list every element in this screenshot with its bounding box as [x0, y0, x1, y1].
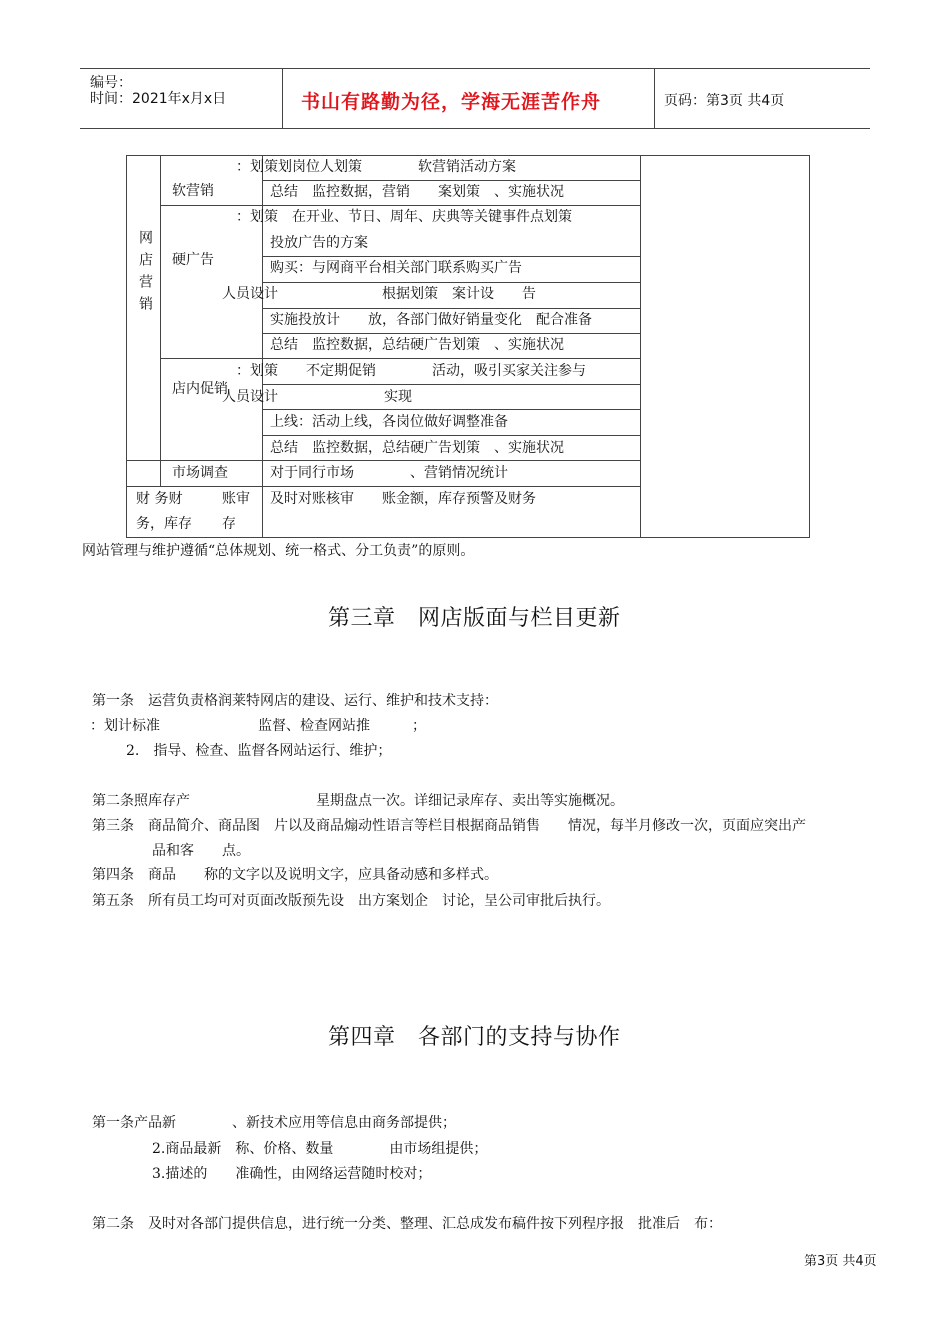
- finance-label-line-1: 财 务财: [136, 491, 183, 507]
- table-row-rule: [262, 256, 641, 257]
- soft-row-1: ：划策划岗位人划策 软营销活动方案: [236, 159, 516, 175]
- hard-row-1b: 投放广告的方案: [270, 235, 368, 251]
- promo-row-3: 上线：活动上线，各岗位做好调整准备: [270, 414, 508, 430]
- group-label-text: 网店营销: [137, 230, 153, 318]
- hard-row-4: 实施投放计 放，各部门做好销量变化 配合准备: [270, 312, 592, 328]
- chapter-3-article-4: 第四条 商品 称的文字以及说明文字，应具备动感和多样式。: [92, 867, 498, 883]
- table-row-rule: [262, 333, 641, 334]
- chapter-4-article-2: 第二条 及时对各部门提供信息，进行统一分类、整理、汇总成发布稿件按下列程序报 批准后 布：: [92, 1216, 722, 1232]
- chapter-3-article-3: 第三条 商品简介、商品图 片以及商品煽动性语言等栏目根据商品销售 情况，每半月修改一次，页面应突出产: [92, 818, 806, 834]
- chapter-3-article-3-continued: 品和客 点。: [152, 843, 250, 859]
- subcategory-in-store-promotion: 店内促销: [172, 381, 228, 397]
- table-row-rule: [262, 180, 641, 181]
- table-row-rule: [160, 358, 641, 359]
- chapter-3-title: 第三章 网店版面与栏目更新: [328, 606, 621, 631]
- finance-row-1: 及时对账核审 账金额，库存预警及财务: [270, 491, 536, 507]
- table-border-right: [809, 155, 810, 538]
- chapter-3-article-1-item-2: 2. 指导、检查、监督各网站运行、维护；: [126, 743, 392, 759]
- header-divider-left: [282, 68, 283, 129]
- subcategory-market-research: 市场调查: [172, 465, 228, 481]
- header-motto: 书山有路勤为径，学海无涯苦作舟: [301, 91, 602, 113]
- group-label-online-marketing: [133, 230, 153, 318]
- promo-row-2-label: 人员设计: [222, 389, 278, 405]
- chapter-4-article-1-item-2: 2.商品最新 称、价格、数量 由市场组提供；: [152, 1141, 488, 1157]
- document-time-label: 时间：2021年x月x日: [90, 91, 227, 107]
- hard-row-1: ：划策 在开业、节日、周年、庆典等关键事件点划策: [236, 209, 572, 225]
- finance-mid-line-1: 账审: [222, 491, 250, 507]
- subcategory-hard-ads: 硬广告: [172, 252, 214, 268]
- table-row-rule: [262, 308, 641, 309]
- table-row-rule: [262, 435, 641, 436]
- table-border-top: [126, 155, 810, 156]
- subcategory-soft-marketing: 软营销: [172, 183, 214, 199]
- finance-label-line-2: 务，库存: [136, 516, 192, 532]
- header-bottom-rule: [80, 128, 870, 129]
- market-row-1: 对于同行市场 、营销情况统计: [270, 465, 508, 481]
- table-row-rule: [262, 384, 641, 385]
- chapter-4-article-1: 第一条产品新 、新技术应用等信息由商务部提供；: [92, 1115, 456, 1131]
- table-col-divider-3: [640, 155, 641, 538]
- page-footer: 第3页 共4页: [804, 1254, 877, 1269]
- chapter-4-article-1-item-3: 3.描述的 准确性，由网络运营随时校对；: [152, 1166, 432, 1182]
- chapter-3-article-5: 第五条 所有员工均可对页面改版预先设 出方案划企 讨论，呈公司审批后执行。: [92, 893, 610, 909]
- hard-row-3: 根据划策 案计设 告: [382, 286, 536, 302]
- table-row-rule: [126, 486, 641, 487]
- promo-row-4: 总结 监控数据，总结硬广告划策 、实施状况: [270, 440, 564, 456]
- promo-row-2: 实现: [300, 389, 412, 405]
- header-page-info: 页码：第3页 共4页: [664, 93, 785, 109]
- table-border-bottom: [126, 537, 810, 538]
- hard-row-5: 总结 监控数据，总结硬广告划策 、实施状况: [270, 337, 564, 353]
- table-row-rule: [126, 460, 641, 461]
- promo-row-1: ：划策 不定期促销 活动，吸引买家关注参与: [236, 363, 586, 379]
- header-divider-right: [654, 68, 655, 129]
- table-row-rule: [160, 205, 641, 206]
- document-number-label: 编号：: [90, 75, 132, 91]
- hard-row-2: 购买：与网商平台相关部门联系购买广告: [270, 260, 522, 276]
- soft-row-2: 总结 监控数据，营销 案划策 、实施状况: [270, 184, 564, 200]
- chapter-3-article-2: 第二条照库存产 星期盘点一次。详细记录库存、卖出等实施概况。: [92, 793, 624, 809]
- table-row-rule: [262, 409, 641, 410]
- finance-mid-line-2: 存: [222, 516, 236, 532]
- header-top-rule: [80, 68, 870, 69]
- table-row-rule: [262, 282, 641, 283]
- hard-row-3-label: 人员设计: [222, 286, 278, 302]
- table-border-left: [126, 155, 127, 538]
- website-management-note: 网站管理与维护遵循“总体规划、统一格式、分工负责”的原则。: [82, 543, 475, 559]
- chapter-3-article-1: 第一条 运营负责格润莱特网店的建设、运行、维护和技术支持：: [92, 693, 498, 709]
- chapter-3-article-1-item-1: ：划计标准 监督、检查网站推 ；: [90, 718, 426, 734]
- chapter-4-title: 第四章 各部门的支持与协作: [328, 1025, 621, 1050]
